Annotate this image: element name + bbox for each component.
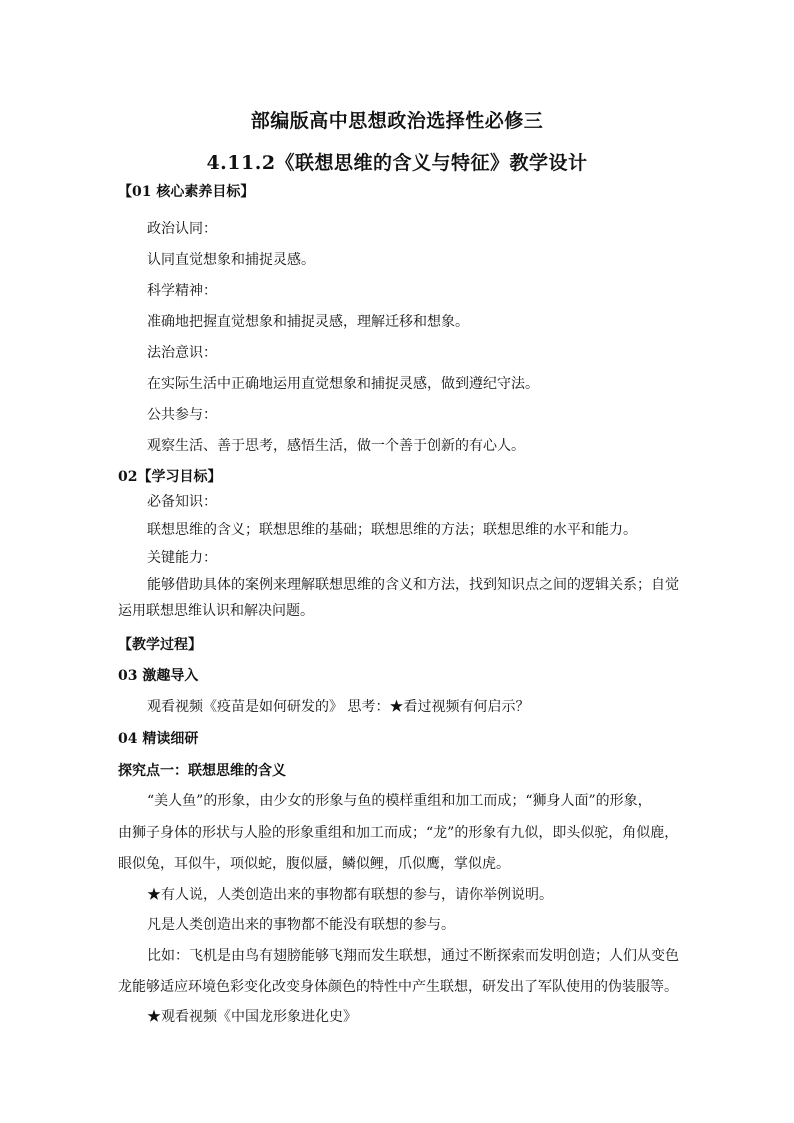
body-line: 能够借助具体的案例来理解联想思维的含义和方法，找到知识点之间的逻辑关系；自觉	[147, 577, 679, 593]
body-line: 观看视频《疫苗是如何研发的》 思考：★看过视频有何启示？	[147, 699, 530, 715]
body-line: 运用联想思维认识和解决问题。	[118, 603, 314, 619]
body-line: 政治认同：	[147, 221, 217, 237]
body-line: 凡是人类创造出来的事物都不能没有联想的参与。	[147, 917, 455, 933]
body-line: ★有人说，人类创造出来的事物都有联想的参与，请你举例说明。	[147, 887, 553, 903]
body-line: 在实际生活中正确地运用直觉想象和捕捉灵感，做到遵纪守法。	[147, 376, 539, 392]
body-line: 眼似兔，耳似牛，项似蛇，腹似蜃，鳞似鲤，爪似鹰，掌似虎。	[118, 856, 510, 872]
section-heading-teaching-process: 【教学过程】	[118, 637, 202, 653]
document-title: 部编版高中思想政治选择性必修三	[250, 110, 544, 132]
body-line: ★观看视频《中国龙形象进化史》	[147, 1009, 357, 1025]
section-heading-close-reading: 04 精读细研	[118, 731, 199, 747]
body-line: 龙能够适应环境色彩变化改变身体颜色的特性中产生联想，研发出了军队使用的伪装服等。	[118, 979, 678, 995]
body-line: 公共参与：	[147, 407, 217, 423]
body-line: 联想思维的含义；联想思维的基础；联想思维的方法；联想思维的水平和能力。	[147, 522, 637, 538]
body-line: 关键能力：	[147, 550, 217, 566]
body-line: 由狮子身体的形状与人脸的形象重组和加工而成；“龙”的形象有九似，即头似驼，角似鹿，	[118, 825, 679, 841]
body-line: 必备知识：	[147, 494, 217, 510]
body-line: 比如：飞机是由鸟有翅膀能够飞翔而发生联想，通过不断探索而发明创造；人们从变色	[147, 948, 679, 964]
section-heading-intro: 03 激趣导入	[118, 668, 199, 684]
body-line: 观察生活、善于思考，感悟生活，做一个善于创新的有心人。	[147, 438, 525, 454]
section-heading-learning-goals: 02【学习目标】	[118, 469, 222, 485]
body-line: 认同直觉想象和捕捉灵感。	[147, 252, 315, 268]
document-subtitle: 4.11.2《联想思维的含义与特征》教学设计	[206, 152, 588, 174]
body-line: “美人鱼”的形象，由少女的形象与鱼的模样重组和加工而成；“狮身人面”的形象，	[147, 793, 652, 809]
body-line: 法治意识：	[147, 345, 217, 361]
body-line: 准确地把握直觉想象和捕捉灵感，理解迁移和想象。	[147, 314, 469, 330]
body-line: 科学精神：	[147, 283, 217, 299]
section-heading-core-literacy: 【01 核心素养目标】	[118, 184, 255, 200]
subheading-inquiry-point-one: 探究点一：联想思维的含义	[118, 763, 286, 779]
